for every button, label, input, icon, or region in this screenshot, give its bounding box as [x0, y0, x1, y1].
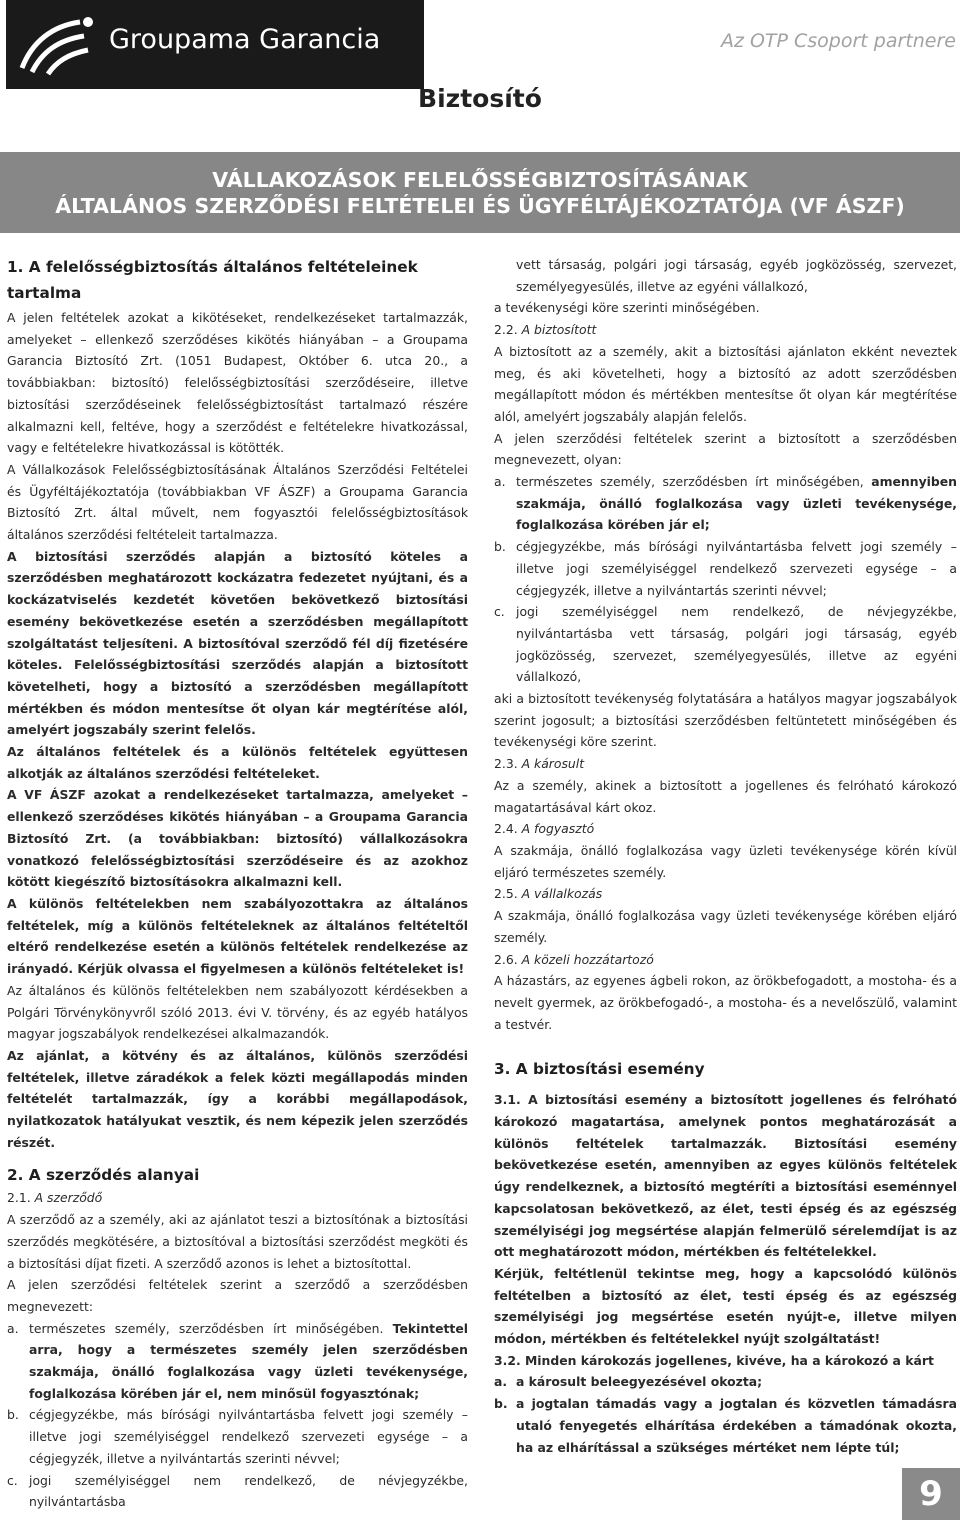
list-item: b. cégjegyzékbe, más bírósági nyilvántartásba felvett jogi személy – illetve jogi személyiséggel rendelkező szervezeti egysége – a cégjegyzék, illetve a nyilvántartás szerinti névvel; — [7, 1407, 468, 1466]
paragraph: a tevékenységi köre szerinti minőségében. — [494, 300, 760, 316]
groupama-logo — [6, 0, 424, 89]
logo-text: Groupama Garancia — [109, 24, 381, 55]
paragraph: A biztosított az a személy, akit a biztosítási ajánlaton ekként neveztek meg, és aki követelheti, hogy a biztosító az adott szerződésben megállapított módon és mértékben mentesítse őt olyan kár megtérítése alól, amelyért jogszabály alapján felelős. — [494, 343, 957, 424]
paragraph: A szerződő az a személy, aki az ajánlatot teszi a biztosítónak a biztosítási szerződés megkötésére, a biztosítóval a biztosítási szerződést megköti és a biztosítási díjat fizeti. A szerződő azonos is lehet a biztosítottal. — [7, 1212, 468, 1271]
document-title-banner — [0, 152, 960, 233]
list-item: a. természetes személy, szerződésben írt minőségében, amennyiben szakmája, önálló foglalkozása vagy üzleti tevékenysége, foglalkozása körében jár el; — [494, 474, 957, 533]
paragraph: Az a személy, akinek a biztosított a jogellenes és felróható károkozó magatartásával kárt okoz. — [494, 777, 957, 815]
paragraph: A szakmája, önálló foglalkozása vagy üzleti tevékenysége körében eljáró személy. — [494, 908, 957, 945]
title-line-2: ÁLTALÁNOS SZERZŐDÉSI FELTÉTELEI ÉS ÜGYFÉLTÁJÉKOZTATÓJA (VF ÁSZF) — [55, 194, 905, 218]
subheading-2-3: 2.3. A károsult — [494, 756, 585, 772]
list-item: a. a károsult beleegyezésével okozta; — [494, 1374, 763, 1390]
heading-section-2: 2. A szerződés alanyai — [7, 1166, 200, 1185]
list-item: b. a jogtalan támadás vagy a jogtalan és közvetlen támadásra utaló fenyegetés elhárítása érdekében a támadónak okozta, ha az elhárítással a szükséges mértéket nem lépte túl; — [494, 1396, 957, 1455]
paragraph: Az általános és különös feltételekben nem szabályozott kérdésekben a Polgári Törvénykönyvről szóló 2013. évi V. törvény, és az egyéb hatályos magyar jogszabályok rendelkezései alkalmazandók. — [7, 982, 468, 1042]
paragraph-bold: 3.1. A biztosítási esemény a biztosított jogellenes és felróható károkozó magatartása, amelynek pontos meghatározását a különös feltételek tartalmazzák. Biztosítási esemény bekövetkezése esetén, amennyiben az egyes különös feltételek úgy rendelkeznek, a biztosító megtéríti a biztosítási eseménnyel kapcsolatosan bekövetkező, az élet, testi épség és az egészség személyiségi jog megsértése alapján felmerülő sérelemdíjat is az ott meghatározott módon, mértékben és feltételekkel. — [494, 1092, 957, 1260]
title-line-1: VÁLLAKOZÁSOK FELELŐSSÉGBIZTOSÍTÁSÁNAK — [212, 168, 748, 192]
paragraph-bold: A VF ÁSZF azokat a rendelkezéseket tartalmazza, amelyeket – ellenkező szerződéses kikötés hiányában – a Groupama Garancia Biztosító Zrt. (a továbbiakban: biztosító) vállalkozásokra vonatkozó felelősségbiztosítási szerződéseire és az azokhoz kötött kiegészítő biztosításokra alkalmazni kell. — [7, 787, 468, 890]
list-item: b. cégjegyzékbe, más bírósági nyilvántartásba felvett jogi személy – illetve jogi személyiséggel rendelkező szervezeti egysége – a cégjegyzék, illetve a nyilvántartás szerinti névvel; — [494, 539, 957, 598]
right-column — [494, 254, 957, 1458]
list-item: c. jogi személyiséggel nem rendelkező, de névjegyzékbe, nyilvántartásba — [7, 1472, 468, 1510]
heading-section-3: 3. A biztosítási esemény — [494, 1060, 705, 1079]
subheading-2-1: 2.1. A szerződő — [7, 1190, 103, 1206]
paragraph: A jelen feltételek azokat a kikötéseket, rendelkezéseket tartalmazzák, amelyeket – ellenkező szerződéses kikötés hiányában – a Groupama Garancia Biztosító Zrt. (1051 Budapest, Október 6. utca 20., a továbbiakban: biztosító) felelősségbiztosítási szerződéseire, illetve biztosítási szerződéseinek felelősségbiztosítást tartalmazó részére alkalmazni kell, feltéve, hogy a szerződést e feltételekre hivatkozással, vagy e feltételekre hivatkozással is kötötték. — [7, 310, 468, 456]
paragraph-bold: A biztosítási szerződés alapján a biztosító köteles a szerződésben meghatározott kockázatra fedezetet nyújtani, és a kockázatviselés kezdetét követően bekövetkező biztosítási esemény bekövetkezése esetén a szerződésben megállapított szolgáltatást teljesíteni. A biztosítóval szerződő fél díj fizetésére köteles. Felelősségbiztosítási szerződés alapján a biztosított követelheti, hogy a biztosító a szerződésben megállapított mértékben és módon mentesítse őt olyan kár megtérítése alól, amelyért jogszabály szerint felelős. — [7, 548, 468, 738]
paragraph: aki a biztosított tevékenység folytatására a hatályos magyar jogszabályok szerint jogosult; a biztosítási szerződésben feltüntetett minőségében és tevékenységi köre szerint. — [494, 691, 957, 750]
partner-tagline: Az OTP Csoport partnere — [720, 30, 956, 52]
paragraph: A jelen szerződési feltételek szerint a biztosított a szerződésben megnevezett, olyan: — [494, 430, 957, 468]
paragraph-bold: Az ajánlat, a kötvény és az általános, különös szerződési feltételek, illetve záradékok a felek közti megállapodás minden feltételét tartalmazzák, így a korábbi megállapodások, nyilatkozatok hatályukat vesztik, és nem képezik jelen szerződés részét. — [7, 1047, 468, 1150]
paragraph: A házastárs, az egyenes ágbeli rokon, az örökbefogadott, a mostoha- és a nevelt gyermek, az örökbefogadó-, a mostoha- és a nevelőszülő, valamint a testvér. — [494, 973, 957, 1032]
list-item-continuation: vett társaság, polgári jogi társaság, egyéb jogközösség, szervezet, személyegyesülés, illetve az egyéni vállalkozó, — [516, 257, 957, 294]
paragraph: A Vállalkozások Felelősségbiztosításának Általános Szerződési Feltételei és Ügyféltájékoztatója (továbbiakban VF ÁSZF) a Groupama Garancia Biztosító Zrt. által művelt, nem fogyasztói felelősségbiztosítások általános szerződési feltételeit tartalmazza. — [7, 461, 468, 543]
left-column — [7, 254, 468, 1513]
subheading-2-2: 2.2. A biztosított — [494, 322, 597, 338]
groupama-emblem-icon — [18, 12, 98, 76]
paragraph-bold: Az általános feltételek és a különös feltételek együttesen alkotják az általános szerződési feltételeket. — [7, 744, 468, 781]
heading-section-1: 1. A felelősségbiztosítás általános feltételeinek tartalma — [7, 258, 418, 302]
page-number: 9 — [902, 1468, 960, 1520]
paragraph-bold: A különös feltételekben nem szabályozottakra az általános feltételek, míg a különös feltételeknek az általános feltételtől eltérő rendelkezése esetén a különös feltételek rendelkezése az irányadó. Kérjük olvassa el figyelmesen a különös feltételeket is! — [7, 895, 468, 977]
subheading-2-6: 2.6. A közeli hozzátartozó — [494, 951, 654, 967]
subheading-2-5: 2.5. A vállalkozás — [494, 886, 603, 902]
list-item: a. természetes személy, szerződésben írt minőségében. Tekintettel arra, hogy a természetes személy jelen szerződésben szakmája, önálló foglalkozása vagy üzleti tevékenysége, foglalkozása körében jár el, nem minősül fogyasztónak; — [7, 1320, 468, 1401]
paragraph-bold: Kérjük, feltétlenül tekintse meg, hogy a kapcsolódó különös feltételben a biztosító az élet, testi épség és az egészség személyiségi jog megsértése esetén nyújt-e, illetve milyen módon, mértékben és feltételekkel nyújt szolgáltatást! — [494, 1265, 957, 1347]
subheading-2-4: 2.4. A fogyasztó — [494, 821, 595, 837]
paragraph-bold: 3.2. Minden károkozás jogellenes, kivéve, ha a károkozó a kárt — [494, 1352, 934, 1368]
list-item: c. jogi személyiséggel nem rendelkező, de névjegyzékbe, nyilvántartásba vett társaság, polgári jogi társaság, egyéb jogközösség, szervezet, személyegyesülés, illetve az egyéni vállalkozó, — [494, 604, 957, 685]
paragraph: A szakmája, önálló foglalkozása vagy üzleti tevékenysége körén kívül eljáró természetes személy. — [494, 842, 957, 880]
paragraph: A jelen szerződési feltételek szerint a szerződő a szerződésben megnevezett: — [7, 1277, 468, 1314]
section-label: Biztosító — [418, 84, 542, 113]
